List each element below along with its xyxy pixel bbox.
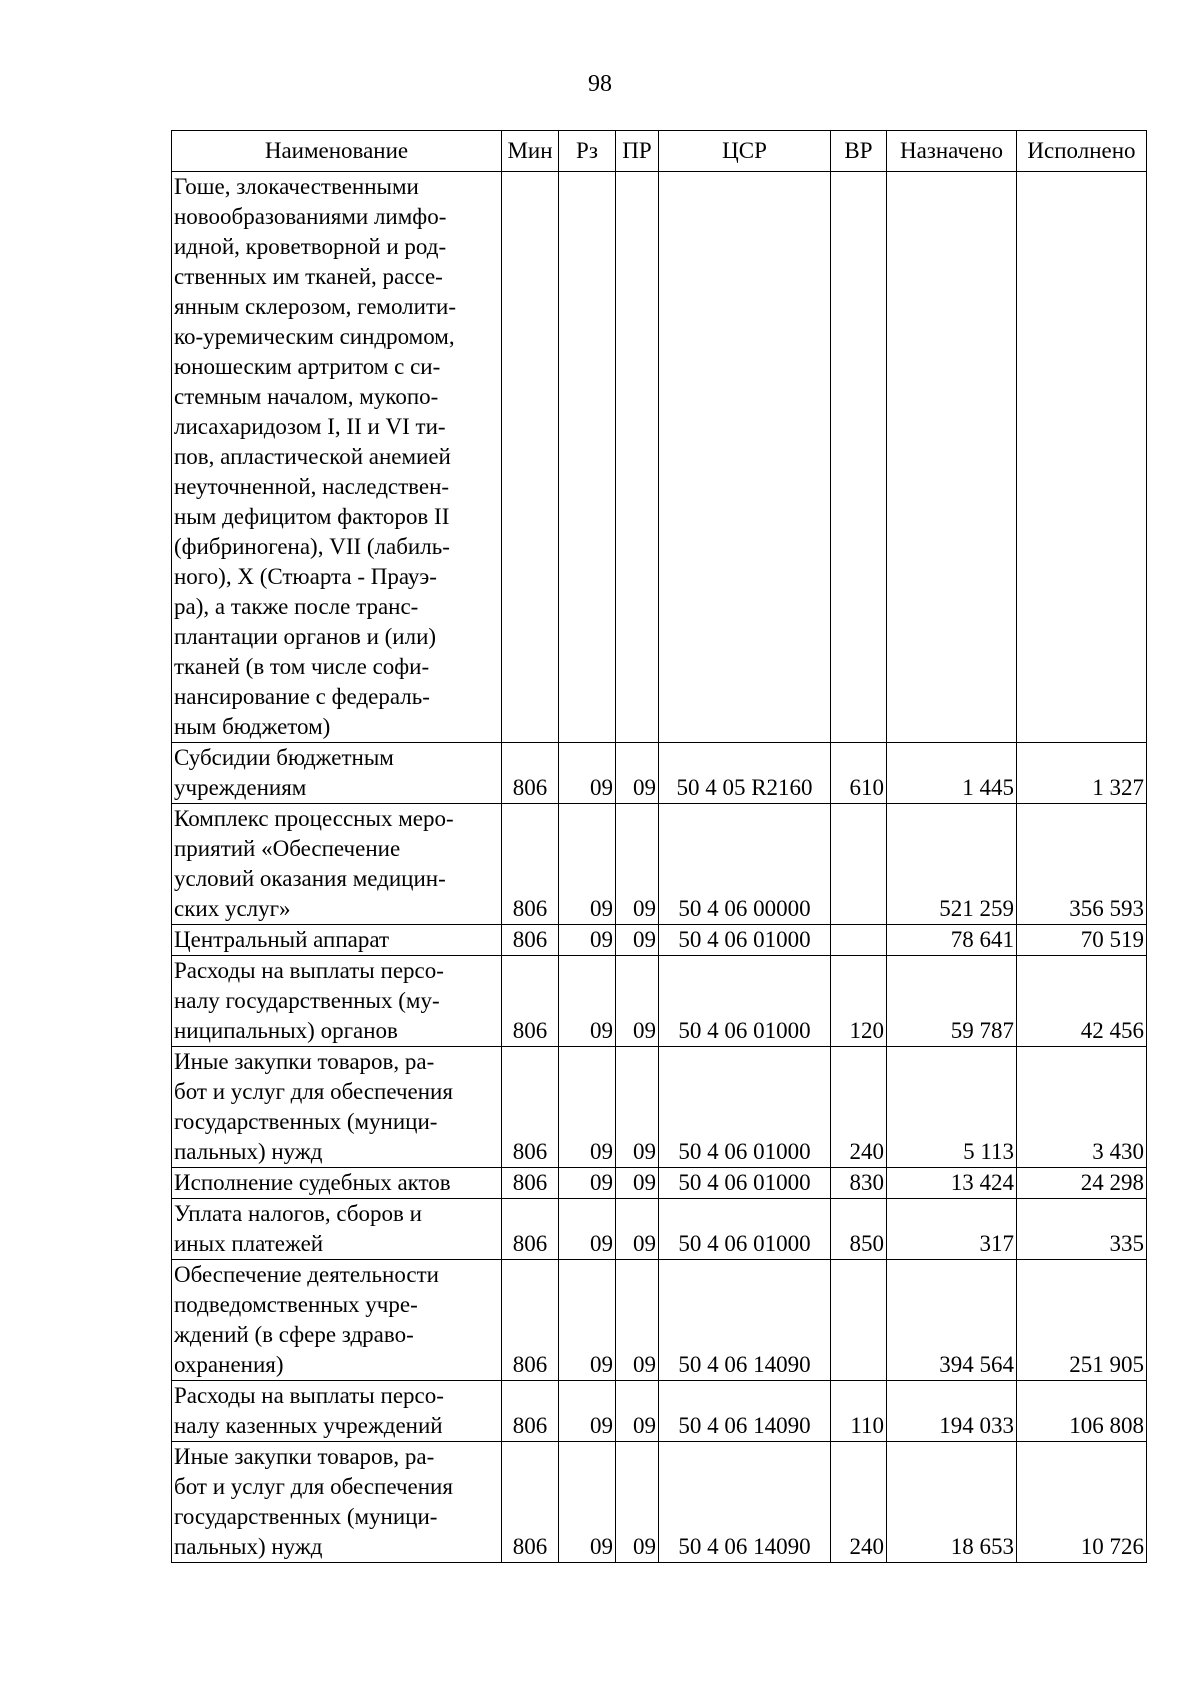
executed-cell: 10 726 <box>1017 1442 1147 1563</box>
assigned-cell: 78 641 <box>887 925 1017 956</box>
continuation-name-cell <box>172 172 502 743</box>
csr-cell: 50 4 06 01000 <box>659 956 831 1047</box>
col-header-name: Наименование <box>172 131 502 172</box>
name-line: налу казенных учреждений <box>174 1413 443 1438</box>
min-cell: 806 <box>502 956 559 1047</box>
name-line: тканей (в том числе софи- <box>174 654 430 679</box>
name-line: янным склерозом, гемолити- <box>174 294 456 319</box>
csr-cell: 50 4 06 01000 <box>659 1168 831 1199</box>
pr-cell: 09 <box>616 1168 659 1199</box>
continuation-row <box>172 172 1147 743</box>
table-row <box>172 1260 1147 1381</box>
name-line: охранения) <box>174 1352 284 1377</box>
pr-cell: 09 <box>616 1047 659 1168</box>
rz-cell: 09 <box>559 1047 616 1168</box>
table-row <box>172 804 1147 925</box>
col-header-min: Мин <box>502 131 559 172</box>
assigned-cell: 18 653 <box>887 1442 1017 1563</box>
assigned-cell: 521 259 <box>887 804 1017 925</box>
name-line: ным бюджетом) <box>174 714 331 739</box>
name-cell <box>172 1442 502 1563</box>
csr-cell: 50 4 06 14090 <box>659 1442 831 1563</box>
name-line: новообразованиями лимфо- <box>174 204 447 229</box>
name-line: плантации органов и (или) <box>174 624 437 649</box>
rz-cell: 09 <box>559 743 616 804</box>
table-row <box>172 925 1147 956</box>
rz-cell: 09 <box>559 1381 616 1442</box>
vr-cell <box>831 925 887 956</box>
csr-cell: 50 4 06 00000 <box>659 804 831 925</box>
name-line: стемным началом, мукопо- <box>174 384 439 409</box>
executed-cell: 3 430 <box>1017 1047 1147 1168</box>
name-line: Субсидии бюджетным <box>174 745 394 770</box>
name-line: идной, кроветворной и род- <box>174 234 447 259</box>
name-line: юношеским артритом с си- <box>174 354 441 379</box>
vr-cell: 830 <box>831 1168 887 1199</box>
rz-cell: 09 <box>559 1168 616 1199</box>
assigned-cell: 5 113 <box>887 1047 1017 1168</box>
name-cell <box>172 743 502 804</box>
csr-cell: 50 4 06 14090 <box>659 1260 831 1381</box>
name-line: ственных им тканей, рассе- <box>174 264 443 289</box>
name-cell <box>172 956 502 1047</box>
table-row <box>172 1381 1147 1442</box>
assigned-cell: 1 445 <box>887 743 1017 804</box>
pr-cell: 09 <box>616 925 659 956</box>
min-cell: 806 <box>502 925 559 956</box>
name-line: Комплекс процессных меро- <box>174 806 454 831</box>
name-line: учреждениям <box>174 775 307 800</box>
pr-cell: 09 <box>616 743 659 804</box>
executed-cell: 24 298 <box>1017 1168 1147 1199</box>
vr-cell: 240 <box>831 1047 887 1168</box>
name-line: ко-уремическим синдромом, <box>174 324 455 349</box>
table-row <box>172 956 1147 1047</box>
rz-cell: 09 <box>559 1199 616 1260</box>
table-row <box>172 1442 1147 1563</box>
name-cell <box>172 1168 502 1199</box>
min-cell: 806 <box>502 1381 559 1442</box>
pr-cell: 09 <box>616 804 659 925</box>
name-line: бот и услуг для обеспечения <box>174 1474 453 1499</box>
rz-cell: 09 <box>559 1260 616 1381</box>
name-line: Иные закупки товаров, ра- <box>174 1049 435 1074</box>
name-line: бот и услуг для обеспечения <box>174 1079 453 1104</box>
name-cell <box>172 1199 502 1260</box>
col-header-assigned: Назначено <box>887 131 1017 172</box>
name-line: подведомственных учре- <box>174 1292 418 1317</box>
name-line: Иные закупки товаров, ра- <box>174 1444 435 1469</box>
csr-cell: 50 4 05 R2160 <box>659 743 831 804</box>
pr-cell: 09 <box>616 1381 659 1442</box>
name-line: пальных) нужд <box>174 1139 323 1164</box>
name-line: Центральный аппарат <box>174 927 390 952</box>
assigned-cell: 59 787 <box>887 956 1017 1047</box>
table-row <box>172 743 1147 804</box>
name-line: условий оказания медицин- <box>174 866 446 891</box>
name-line: нансирование с федераль- <box>174 684 430 709</box>
min-cell: 806 <box>502 1260 559 1381</box>
name-line: пов, апластической анемией <box>174 444 451 469</box>
name-line: Исполнение судебных актов <box>174 1170 451 1195</box>
budget-table <box>171 130 1147 1563</box>
name-cell <box>172 1260 502 1381</box>
name-line: ских услуг» <box>174 896 291 921</box>
vr-cell: 240 <box>831 1442 887 1563</box>
rz-cell: 09 <box>559 804 616 925</box>
name-line: лисахаридозом I, II и VI ти- <box>174 414 446 439</box>
name-line: государственных (муници- <box>174 1504 438 1529</box>
assigned-cell: 194 033 <box>887 1381 1017 1442</box>
executed-cell: 335 <box>1017 1199 1147 1260</box>
rz-cell: 09 <box>559 925 616 956</box>
vr-cell: 120 <box>831 956 887 1047</box>
executed-cell: 70 519 <box>1017 925 1147 956</box>
name-line: Расходы на выплаты персо- <box>174 1383 444 1408</box>
assigned-cell: 317 <box>887 1199 1017 1260</box>
name-cell <box>172 1381 502 1442</box>
name-cell <box>172 804 502 925</box>
col-header-pr: ПР <box>616 131 659 172</box>
csr-cell: 50 4 06 01000 <box>659 1047 831 1168</box>
name-line: пальных) нужд <box>174 1534 323 1559</box>
page-number: 98 <box>588 71 612 97</box>
rz-cell: 09 <box>559 956 616 1047</box>
assigned-cell: 394 564 <box>887 1260 1017 1381</box>
name-line: неуточненной, наследствен- <box>174 474 450 499</box>
csr-cell: 50 4 06 14090 <box>659 1381 831 1442</box>
vr-cell: 850 <box>831 1199 887 1260</box>
table-row <box>172 1199 1147 1260</box>
csr-cell: 50 4 06 01000 <box>659 925 831 956</box>
name-line: иных платежей <box>174 1231 324 1256</box>
executed-cell: 1 327 <box>1017 743 1147 804</box>
name-cell <box>172 1047 502 1168</box>
executed-cell: 106 808 <box>1017 1381 1147 1442</box>
executed-cell: 251 905 <box>1017 1260 1147 1381</box>
name-line: (фибриногена), VII (лабиль- <box>174 534 450 559</box>
executed-cell: 42 456 <box>1017 956 1147 1047</box>
name-line: Обеспечение деятельности <box>174 1262 439 1287</box>
name-line: Уплата налогов, сборов и <box>174 1201 422 1226</box>
min-cell: 806 <box>502 743 559 804</box>
min-cell: 806 <box>502 1442 559 1563</box>
pr-cell: 09 <box>616 1442 659 1563</box>
pr-cell: 09 <box>616 1199 659 1260</box>
col-header-csr: ЦСР <box>659 131 831 172</box>
pr-cell: 09 <box>616 956 659 1047</box>
name-cell <box>172 925 502 956</box>
vr-cell: 610 <box>831 743 887 804</box>
name-line: налу государственных (му- <box>174 988 440 1013</box>
name-line: ждений (в сфере здраво- <box>174 1322 414 1347</box>
pr-cell: 09 <box>616 1260 659 1381</box>
min-cell: 806 <box>502 1199 559 1260</box>
name-line: приятий «Обеспечение <box>174 836 401 861</box>
min-cell: 806 <box>502 804 559 925</box>
executed-cell: 356 593 <box>1017 804 1147 925</box>
name-line: ного), X (Стюарта - Прауэ- <box>174 564 437 589</box>
name-line: Гоше, злокачественными <box>174 174 419 199</box>
table-row <box>172 1168 1147 1199</box>
header-row <box>172 131 1147 172</box>
name-line: ным дефицитом факторов II <box>174 504 450 529</box>
col-header-executed: Исполнено <box>1017 131 1147 172</box>
vr-cell: 110 <box>831 1381 887 1442</box>
vr-cell <box>831 804 887 925</box>
name-line: ра), а также после транс- <box>174 594 419 619</box>
min-cell: 806 <box>502 1047 559 1168</box>
table-row <box>172 1047 1147 1168</box>
name-line: ниципальных) органов <box>174 1018 398 1043</box>
assigned-cell: 13 424 <box>887 1168 1017 1199</box>
name-line: Расходы на выплаты персо- <box>174 958 444 983</box>
csr-cell: 50 4 06 01000 <box>659 1199 831 1260</box>
rz-cell: 09 <box>559 1442 616 1563</box>
min-cell: 806 <box>502 1168 559 1199</box>
vr-cell <box>831 1260 887 1381</box>
name-line: государственных (муници- <box>174 1109 438 1134</box>
col-header-rz: Рз <box>559 131 616 172</box>
col-header-vr: ВР <box>831 131 887 172</box>
